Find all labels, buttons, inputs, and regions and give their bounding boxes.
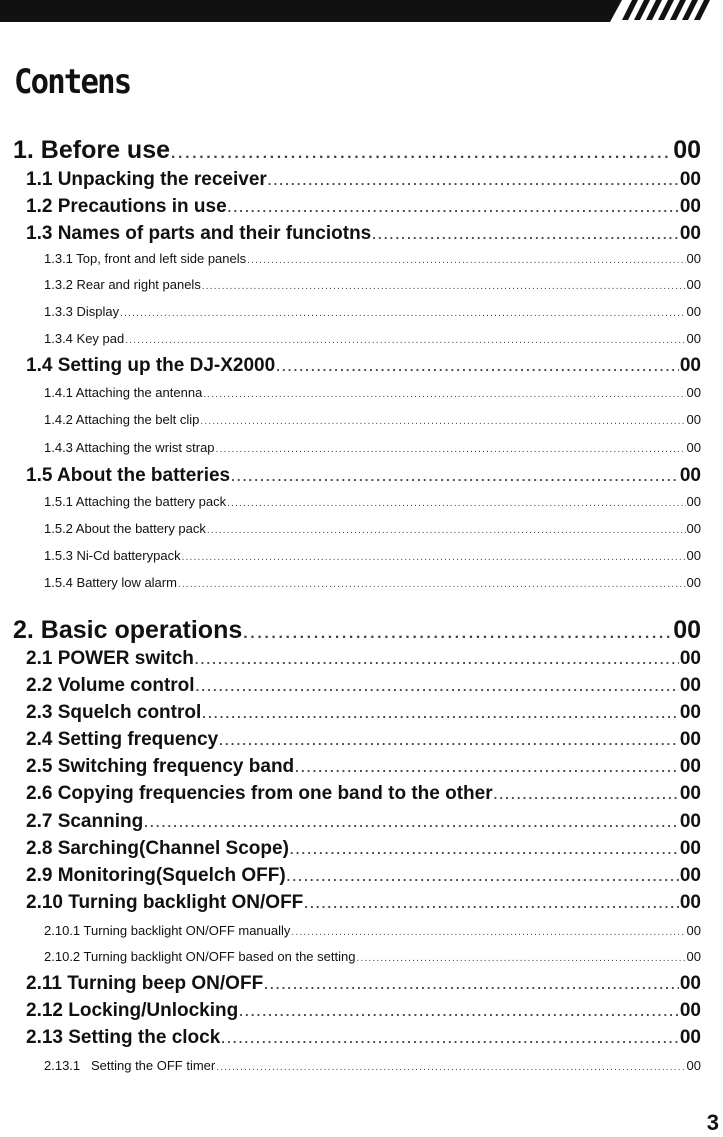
- toc-dot-leader: [243, 625, 672, 643]
- page-title: Contens: [14, 62, 131, 102]
- toc-section[interactable]: [26, 865, 701, 887]
- toc-dot-leader: [239, 1004, 679, 1019]
- toc-entry-page: 00: [686, 412, 701, 427]
- toc-entry-title: 1.3.4 Key pad: [44, 331, 125, 346]
- toc-entry-page: 00: [686, 575, 701, 590]
- toc-dot-leader: [221, 1031, 679, 1046]
- toc-entry-page: 00: [686, 331, 701, 346]
- toc-dot-leader: [202, 281, 686, 292]
- toc-subsection[interactable]: [44, 949, 701, 964]
- toc-section[interactable]: [26, 355, 701, 377]
- toc-section[interactable]: [26, 169, 701, 191]
- toc-entry-title: 2.5 Switching frequency band: [26, 756, 295, 777]
- toc-entry-title: 1.1 Unpacking the receiver: [26, 169, 267, 190]
- toc-entry-title: 2.12 Locking/Unlocking: [26, 1000, 239, 1021]
- toc-entry-title: 1.5.1 Attaching the battery pack: [44, 494, 227, 509]
- toc-subsection[interactable]: [44, 548, 701, 563]
- toc-entry-title: 1.3.2 Rear and right panels: [44, 277, 201, 292]
- toc-subsection[interactable]: [44, 385, 701, 400]
- toc-entry-page: 00: [679, 702, 701, 723]
- toc-entry-title: 1.4 Setting up the DJ-X2000: [26, 355, 276, 376]
- toc-subsection[interactable]: [44, 521, 701, 536]
- toc-entry-title: 1.5.4 Battery low alarm: [44, 575, 177, 590]
- toc-dot-leader: [291, 927, 685, 938]
- toc-entry-page: 00: [679, 169, 701, 190]
- toc-dot-leader: [494, 787, 679, 802]
- toc-dot-leader: [144, 815, 679, 830]
- toc-dot-leader: [287, 869, 679, 884]
- toc-entry-title: 2.7 Scanning: [26, 811, 144, 832]
- toc-dot-leader: [125, 335, 685, 346]
- toc-entry-page: 00: [686, 304, 701, 319]
- toc-entry-page: 00: [673, 136, 701, 164]
- toc-entry-title: 1.2 Precautions in use: [26, 196, 227, 217]
- toc-section[interactable]: [26, 892, 701, 914]
- toc-dot-leader: [202, 706, 679, 721]
- toc-section[interactable]: [26, 648, 701, 670]
- toc-subsection[interactable]: [44, 277, 701, 292]
- toc-subsection[interactable]: [44, 304, 701, 319]
- toc-dot-leader: [372, 227, 679, 242]
- toc-entry-title: 2.3 Squelch control: [26, 702, 202, 723]
- toc-dot-leader: [268, 173, 679, 188]
- toc-entry-page: 00: [673, 616, 701, 644]
- toc-entry-title: 2.4 Setting frequency: [26, 729, 219, 750]
- toc-subsection[interactable]: [44, 923, 701, 938]
- toc-entry-title: 2.11 Turning beep ON/OFF: [26, 973, 264, 994]
- toc-dot-leader: [195, 652, 679, 667]
- toc-dot-leader: [228, 200, 679, 215]
- toc-section[interactable]: [26, 973, 701, 995]
- toc-entry-page: 00: [679, 838, 701, 859]
- toc-section[interactable]: [26, 811, 701, 833]
- toc-dot-leader: [216, 444, 686, 455]
- toc-dot-leader: [227, 498, 685, 509]
- toc-entry-page: 00: [686, 548, 701, 563]
- toc-section[interactable]: [26, 783, 701, 805]
- toc-entry-title: 2.1 POWER switch: [26, 648, 194, 669]
- toc-dot-leader: [276, 359, 679, 374]
- toc-entry-title: 2.10.2 Turning backlight ON/OFF based on the setting: [44, 949, 356, 964]
- toc-section[interactable]: [26, 196, 701, 218]
- toc-entry-title: 1.3.3 Display: [44, 304, 120, 319]
- toc-entry-page: 00: [679, 756, 701, 777]
- toc-section[interactable]: [26, 1027, 701, 1049]
- toc-entry-page: 00: [686, 949, 701, 964]
- toc-entry-page: 00: [679, 196, 701, 217]
- toc-entry-page: 00: [679, 892, 701, 913]
- toc-entry-page: 00: [679, 811, 701, 832]
- toc-entry-page: 00: [679, 355, 701, 376]
- toc-entry-page: 00: [686, 251, 701, 266]
- toc-entry-page: 00: [686, 494, 701, 509]
- toc-section[interactable]: [26, 1000, 701, 1022]
- toc-entry-title: 1.3.1 Top, front and left side panels: [44, 251, 247, 266]
- toc-entry-title: 2.2 Volume control: [26, 675, 195, 696]
- toc-section[interactable]: [26, 729, 701, 751]
- toc-entry-title: 1. Before use: [13, 136, 171, 164]
- toc-subsection[interactable]: [44, 575, 701, 590]
- toc-entry-title: 1.5.3 Ni-Cd batterypack: [44, 548, 181, 563]
- toc-entry-page: 00: [679, 648, 701, 669]
- toc-entry-page: 00: [679, 675, 701, 696]
- toc-entry-page: 00: [679, 1027, 701, 1048]
- toc-dot-leader: [247, 255, 685, 266]
- toc-dot-leader: [290, 842, 679, 857]
- toc-entry-title: 1.4.3 Attaching the wrist strap: [44, 440, 215, 455]
- toc-entry-title: 2.13 Setting the clock: [26, 1027, 221, 1048]
- toc-subsection[interactable]: [44, 440, 701, 455]
- toc-entry-title: 1.3 Names of parts and their funciotns: [26, 223, 372, 244]
- toc-subsection[interactable]: [44, 412, 701, 427]
- toc-dot-leader: [356, 953, 685, 964]
- toc-dot-leader: [182, 552, 686, 563]
- toc-dot-leader: [178, 579, 686, 590]
- toc-subsection[interactable]: [44, 494, 701, 509]
- toc-dot-leader: [196, 679, 679, 694]
- toc-dot-leader: [219, 733, 679, 748]
- toc-entry-page: 00: [686, 923, 701, 938]
- toc-entry-title: 2.9 Monitoring(Squelch OFF): [26, 865, 286, 886]
- toc-entry-page: 00: [679, 223, 701, 244]
- page-number: 3: [706, 1110, 719, 1135]
- toc-entry-page: 00: [679, 783, 701, 804]
- toc-entry-title: 1.5.2 About the battery pack: [44, 521, 206, 536]
- toc-entry-page: 00: [679, 465, 701, 486]
- toc-section[interactable]: [26, 756, 701, 778]
- toc-chapter[interactable]: [13, 136, 701, 165]
- toc-entry-title: 2.13.1 Setting the OFF timer: [44, 1058, 216, 1073]
- toc-entry-title: 2.10 Turning backlight ON/OFF: [26, 892, 304, 913]
- toc-entry-title: 2.6 Copying frequencies from one band to the other: [26, 783, 493, 804]
- toc-section[interactable]: [26, 465, 701, 487]
- toc-dot-leader: [200, 416, 685, 427]
- toc-entry-page: 00: [686, 440, 701, 455]
- toc-dot-leader: [171, 145, 672, 163]
- toc-dot-leader: [216, 1062, 685, 1073]
- toc-entry-page: 00: [679, 865, 701, 886]
- toc-section[interactable]: [26, 702, 701, 724]
- toc-dot-leader: [207, 525, 686, 536]
- toc-entry-page: 00: [679, 1000, 701, 1021]
- toc-dot-leader: [295, 760, 679, 775]
- toc-entry-title: 1.4.1 Attaching the antenna: [44, 385, 203, 400]
- toc-entry-page: 00: [686, 385, 701, 400]
- toc-dot-leader: [304, 896, 679, 911]
- toc-dot-leader: [264, 977, 679, 992]
- toc-entry-title: 1.5 About the batteries: [26, 465, 231, 486]
- toc-entry-title: 2. Basic operations: [13, 616, 243, 644]
- toc-entry-title: 2.8 Sarching(Channel Scope): [26, 838, 289, 859]
- toc-dot-leader: [203, 389, 685, 400]
- toc-subsection[interactable]: [44, 331, 701, 346]
- toc-entry-page: 00: [686, 521, 701, 536]
- toc-entry-title: 2.10.1 Turning backlight ON/OFF manually: [44, 923, 291, 938]
- toc-subsection[interactable]: [44, 1058, 701, 1073]
- toc-entry-title: 1.4.2 Attaching the belt clip: [44, 412, 200, 427]
- toc-section[interactable]: [26, 838, 701, 860]
- toc-chapter[interactable]: [13, 616, 701, 645]
- toc-dot-leader: [120, 308, 685, 319]
- toc-dot-leader: [231, 469, 679, 484]
- toc-entry-page: 00: [686, 1058, 701, 1073]
- toc-section[interactable]: [26, 223, 701, 245]
- toc-subsection[interactable]: [44, 251, 701, 266]
- toc-entry-page: 00: [686, 277, 701, 292]
- toc-section[interactable]: [26, 675, 701, 697]
- toc-entry-page: 00: [679, 729, 701, 750]
- toc-entry-page: 00: [679, 973, 701, 994]
